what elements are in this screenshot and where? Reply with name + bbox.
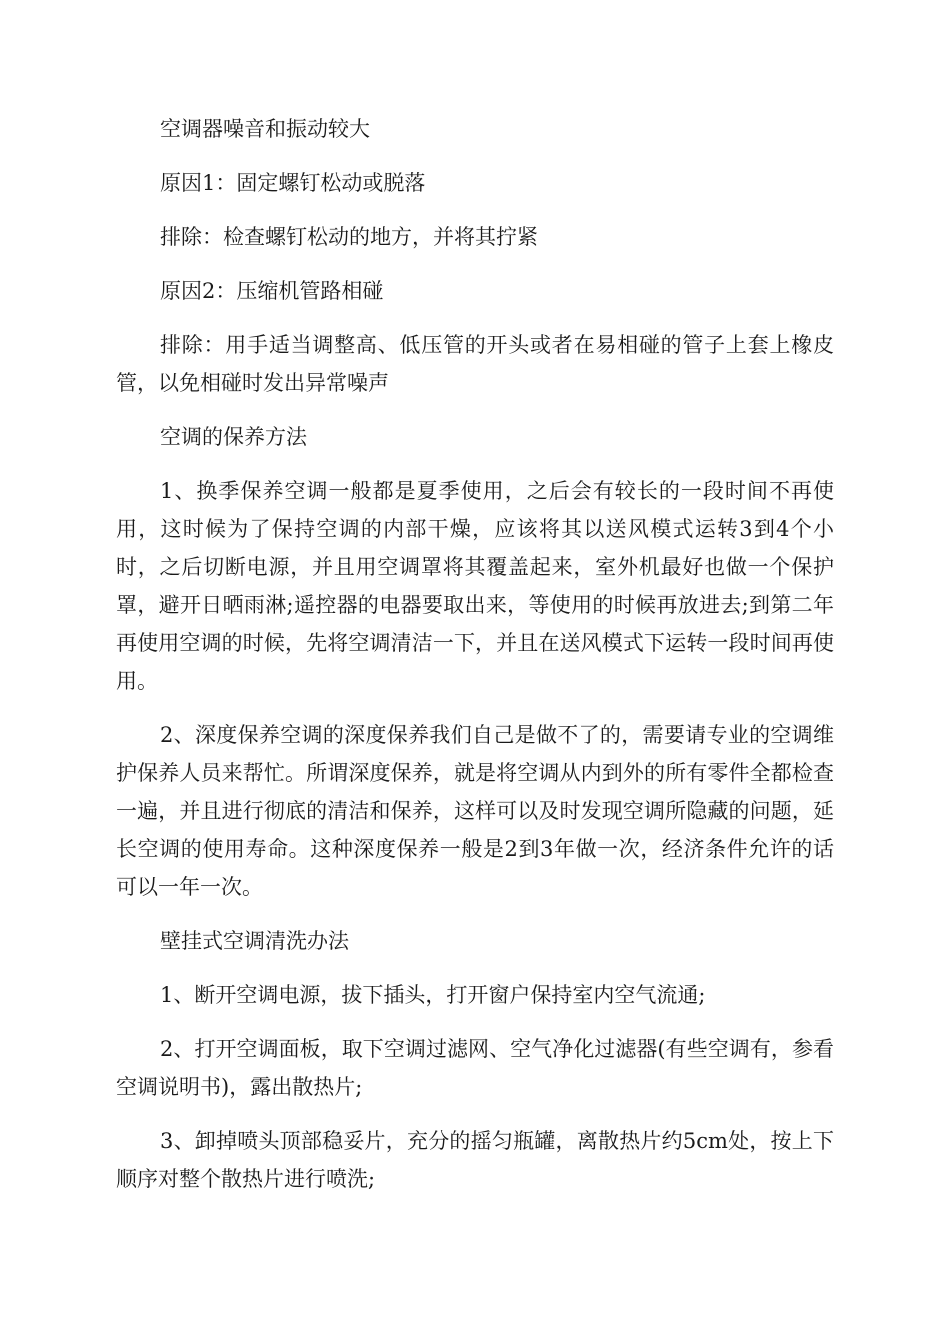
heading-noise-vibration: 空调器噪音和振动较大	[160, 117, 370, 141]
heading-wall-ac-cleaning: 壁挂式空调清洗办法	[160, 929, 349, 953]
fix-1: 排除：检查螺钉松动的地方，并将其拧紧	[160, 225, 538, 249]
maintenance-item-1: 1、换季保养空调一般都是夏季使用，之后会有较长的一段时间不再使用，这时候为了保持空调的内部干燥，应该将其以送风模式运转3到4个小时，之后切断电源，并且用空调罩将其覆盖起来，室外机最好也做一个保护罩，避开日晒雨淋;遥控器的电器要取出来，等使用的时候再放进去;到第二年再使用空调的时候，先将空调清洁一下，并且在送风模式下运转一段时间再使用。	[116, 479, 834, 693]
maintenance-item-2: 2、深度保养空调的深度保养我们自己是做不了的，需要请专业的空调维护保养人员来帮忙。所谓深度保养，就是将空调从内到外的所有零件全都检查一遍，并且进行彻底的清洁和保养，这样可以及时发现空调所隐藏的问题，延长空调的使用寿命。这种深度保养一般是2到3年做一次，经济条件允许的话可以一年一次。	[116, 723, 834, 899]
cleaning-step-2: 2、打开空调面板，取下空调过滤网、空气净化过滤器(有些空调有，参看空调说明书)，露出散热片;	[116, 1037, 834, 1099]
cause-2: 原因2：压缩机管路相碰	[160, 279, 384, 303]
heading-maintenance-methods: 空调的保养方法	[160, 425, 307, 449]
cleaning-step-3: 3、卸掉喷头顶部稳妥片，充分的摇匀瓶罐，离散热片约5cm处，按上下顺序对整个散热片进行喷洗;	[116, 1129, 834, 1191]
fix-2: 排除：用手适当调整高、低压管的开头或者在易相碰的管子上套上橡皮管，以免相碰时发出异常噪声	[116, 333, 834, 395]
document-page	[116, 110, 834, 1214]
cause-1: 原因1：固定螺钉松动或脱落	[160, 171, 426, 195]
cleaning-step-1: 1、断开空调电源，拔下插头，打开窗户保持室内空气流通;	[160, 983, 706, 1007]
